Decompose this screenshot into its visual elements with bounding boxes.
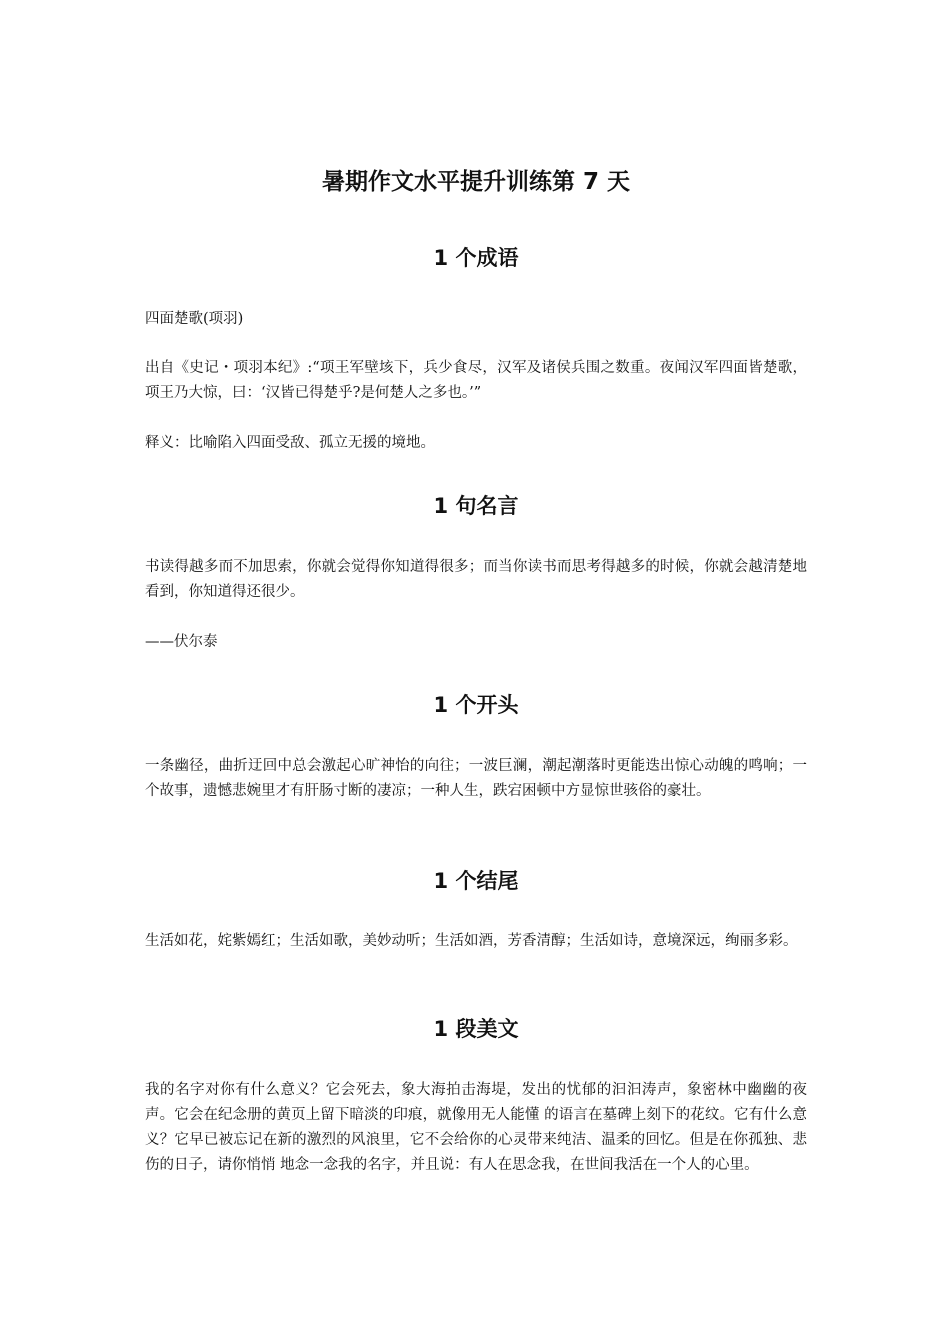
section-heading-opening: 1 个开头: [433, 693, 519, 717]
section-heading-ending: 1 个结尾: [433, 869, 519, 893]
quote-text: 书读得越多而不加思索，你就会觉得你知道得很多；而当你读书而思考得越多的时候，你就会越清楚地看到，你知道得还很少。: [145, 559, 807, 600]
idiom-meaning: 释义：比喻陷入四面受敌、孤立无援的境地。: [145, 435, 435, 451]
opening-text: 一条幽径，曲折迂回中总会激起心旷神怡的向往；一波巨澜，潮起潮落时更能迭出惊心动魄的鸣响；一个故事，遗憾悲婉里才有肝肠寸断的凄凉；一种人生，跌宕困顿中方显惊世骇俗的豪壮。: [145, 758, 807, 799]
prose-text: 我的名字对你有什么意义？它会死去，象大海拍击海堤，发出的忧郁的汩汩涛声，象密林中幽幽的夜声。它会在纪念册的黄页上留下暗淡的印痕，就像用无人能懂 的语言在墓碑上刻下的花纹。它有什么意义？它早已被忘记在新的激烈的风浪里，它不会给你的心灵带来纯洁、温柔的回忆。但是在你孤独、悲伤的日子，请你悄悄 地念一念我的名字，并且说：有人在思念我，在世间我活在一个人的心里。: [145, 1082, 807, 1173]
section-heading-quote: 1 句名言: [433, 494, 519, 518]
ending-text: 生活如花，姹紫嫣红；生活如歌，美妙动听；生活如酒，芳香清醇；生活如诗，意境深远，绚丽多彩。: [145, 933, 798, 949]
section-heading-prose: 1 段美文: [433, 1017, 519, 1041]
quote-author: ——伏尔泰: [145, 634, 218, 650]
page-title: 暑期作文水平提升训练第 7 天: [321, 169, 631, 195]
section-heading-idiom: 1 个成语: [433, 246, 519, 270]
idiom-name: 四面楚歌(项羽): [145, 311, 244, 327]
idiom-source: 出自《史记・项羽本纪》:“项王军壁垓下，兵少食尽，汉军及诸侯兵围之数重。夜闻汉军四面皆楚歌，项王乃大惊，曰：‘汉皆已得楚乎?是何楚人之多也。’”: [145, 360, 807, 401]
